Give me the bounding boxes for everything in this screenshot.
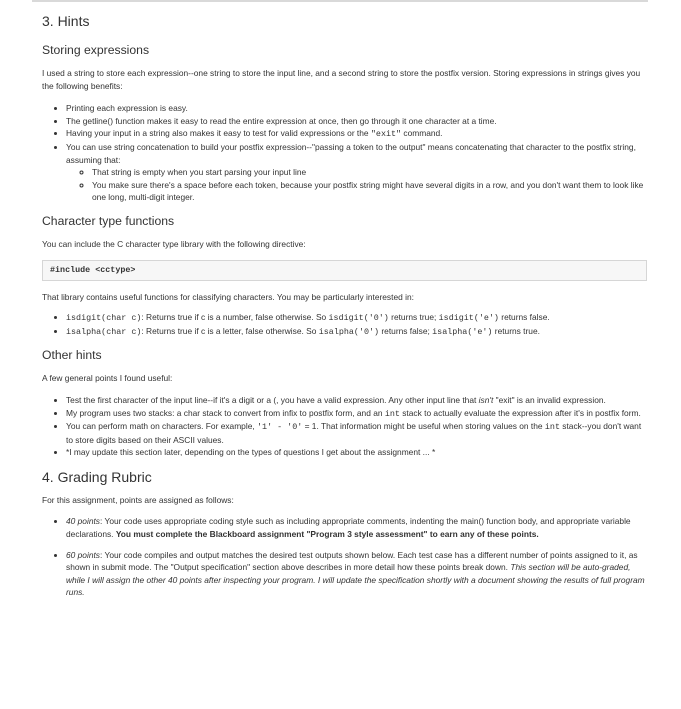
rubric-intro: For this assignment, points are assigned as follows: <box>42 494 234 505</box>
list-item: • You can use string concatenation to build your postfix expression--"passing a token to the output" means concatenating that character to the postfix string, assuming that: ◦ That string is empty when you start parsing your input line ◦ You make sure there's a space before each token, because your postfix string might have several digits in a row, and you don't want them to look like one long, multi-digit integer. <box>66 141 646 204</box>
list-item: • The getline() function makes it easy to read the entire expression at once, then go through it one character at a time. <box>66 115 646 128</box>
list-item: • Having your input in a string also makes it easy to test for valid expressions or the "exit" command. <box>66 127 646 141</box>
chartype-list <box>42 311 646 338</box>
content <box>42 12 646 599</box>
list-item: • My program uses two stacks: a char stack to convert from infix to postfix form, and an int stack to actually evaluate the expression after it's in postfix form. <box>66 407 646 421</box>
other-hints-list <box>42 394 646 459</box>
character-type-heading: Character type functions <box>42 213 175 228</box>
chartype-intro: You can include the C character type library with the following directive: <box>42 238 306 249</box>
other-intro: A few general points I found useful: <box>42 373 173 384</box>
list-item: • *I may update this section later, depending on the types of questions I get about the assignment ... * <box>66 446 646 459</box>
list-item: • isdigit(char c): Returns true if c is a number, false otherwise. So isdigit('0') returns true; isdigit('e') returns false. <box>66 311 646 325</box>
chartype-after: That library contains useful functions for classifying characters. You may be particularly interested in: <box>42 291 414 302</box>
storing-benefits-list <box>42 102 646 204</box>
code-block: #include <cctype> <box>42 260 647 281</box>
sub-list <box>66 166 646 204</box>
list-item: ◦ That string is empty when you start parsing your input line <box>92 166 646 179</box>
list-item: • Test the first character of the input line--if it's a digit or a (, you have a valid expression. Any other input line that isn't "exit" is an invalid expression. <box>66 394 646 407</box>
storing-expressions-heading: Storing expressions <box>42 43 150 57</box>
list-item: • 60 points: Your code compiles and output matches the desired test outputs shown below. Each test case has a different number of points assigned to it, as shown in submit mode. The "Output specification" section above describes in more detail how these points break down. This section will be auto-graded, while I will assign the other 40 points after inspecting your program. I will update the specification shortly with a document showing the results of full program runs. <box>66 549 646 599</box>
storing-intro: I used a string to store each expression--one string to store the input line, and a second string to store the postfix version. Storing expressions in strings gives you the following benefits: <box>42 68 641 91</box>
divider <box>32 0 648 2</box>
list-item: • isalpha(char c): Returns true if c is a letter, false otherwise. So isalpha('0') returns false; isalpha('e') returns true. <box>66 325 646 339</box>
rubric-list <box>42 515 646 599</box>
rubric-heading: 4. Grading Rubric <box>42 468 152 485</box>
list-item: • Printing each expression is easy. <box>66 102 646 115</box>
list-item: • 40 points: Your code uses appropriate coding style such as including appropriate comments, indenting the main() function body, and appropriate variable declarations. You must complete the Blackboard assignment "Program 3 style assessment" to earn any of these points. <box>66 515 646 540</box>
list-item: • You can perform math on characters. For example, '1' - '0' = 1. That information might be useful when storing values on the int stack--you don't want to store digits based on their ASCII values. <box>66 420 646 446</box>
list-item: ◦ You make sure there's a space before each token, because your postfix string might have several digits in a row, and you don't want them to look like one long, multi-digit integer. <box>92 179 646 204</box>
other-hints-heading: Other hints <box>42 348 102 363</box>
hints-heading: 3. Hints <box>42 13 90 29</box>
